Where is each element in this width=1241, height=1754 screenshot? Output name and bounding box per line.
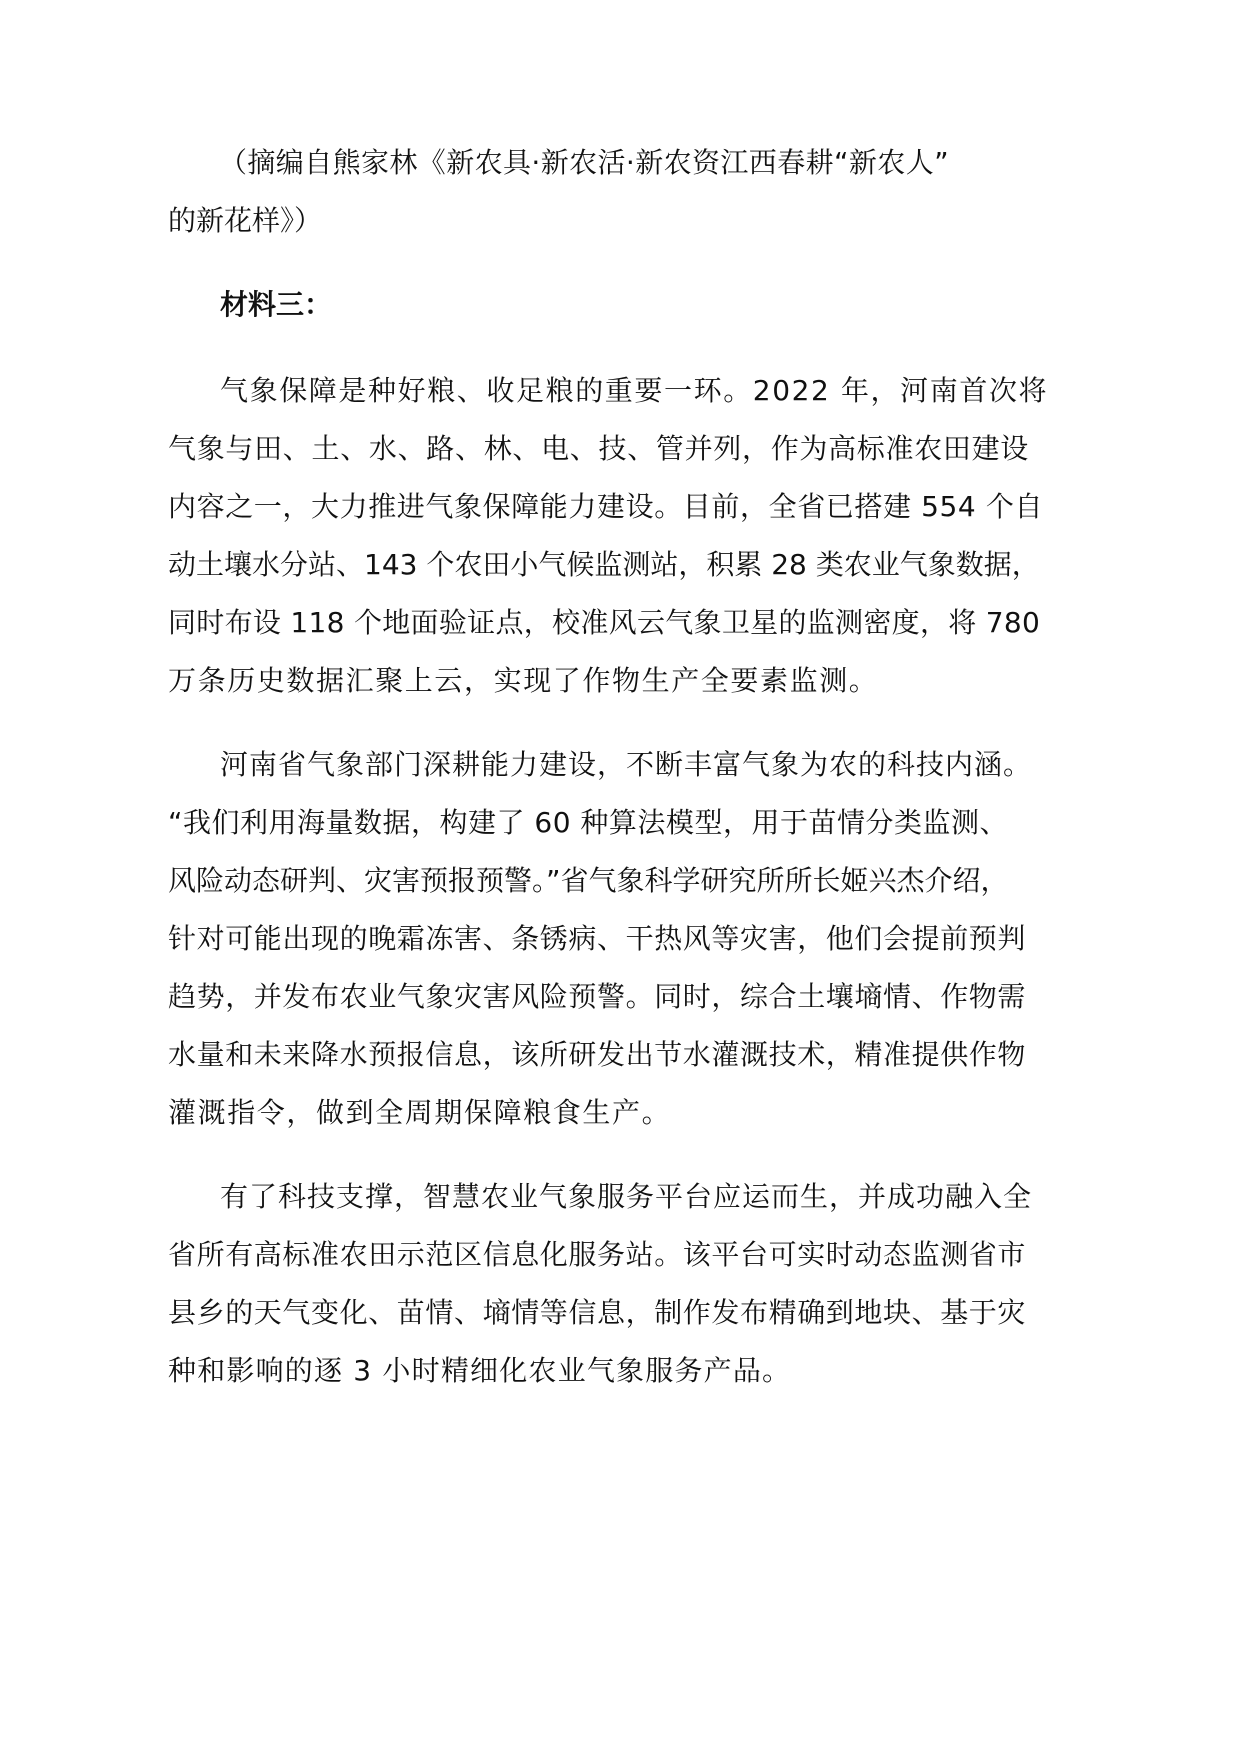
paragraph-line: 县乡的天气变化、苗情、墒情等信息，制作发布精确到地块、基于灾 <box>168 1296 1027 1329</box>
paragraph-line: 气象与田、土、水、路、林、电、技、管并列，作为高标准农田建设 <box>168 432 1030 465</box>
citation-line: 的新花样》） <box>168 204 323 237</box>
paragraph-line: 针对可能出现的晚霜冻害、条锈病、干热风等灾害，他们会提前预判 <box>168 922 1027 955</box>
paragraph-line: 万条历史数据汇聚上云，实现了作物生产全要素监测。 <box>168 664 879 697</box>
section-heading: 材料三： <box>220 288 333 321</box>
paragraph-line: 同时布设 118 个地面验证点，校准风云气象卫星的监测密度，将 780 <box>168 606 1041 639</box>
paragraph-line: “我们利用海量数据，构建了 60 种算法模型，用于苗情分类监测、 <box>168 806 1008 839</box>
paragraph-line: 气象保障是种好粮、收足粮的重要一环。2022 年，河南首次将 <box>220 374 1049 407</box>
paragraph-line: 动土壤水分站、143 个农田小气候监测站，积累 28 类农业气象数据， <box>168 548 1040 581</box>
paragraph-line: 种和影响的逐 3 小时精细化农业气象服务产品。 <box>168 1354 792 1387</box>
citation-line: （摘编自熊家林《新农具·新农活·新农资江西春耕“新农人” <box>219 146 950 179</box>
paragraph-line: 趋势，并发布农业气象灾害风险预警。同时，综合土壤墒情、作物需 <box>168 980 1027 1013</box>
paragraph-line: 风险动态研判、灾害预报预警。”省气象科学研究所所长姬兴杰介绍， <box>168 864 1009 897</box>
paragraph-line: 有了科技支撑，智慧农业气象服务平台应运而生，并成功融入全 <box>220 1180 1033 1213</box>
paragraph-line: 灌溉指令，做到全周期保障粮食生产。 <box>168 1096 672 1129</box>
paragraph-line: 河南省气象部门深耕能力建设，不断丰富气象为农的科技内涵。 <box>220 748 1033 781</box>
paragraph-line: 省所有高标准农田示范区信息化服务站。该平台可实时动态监测省市 <box>168 1238 1027 1271</box>
paragraph-line: 水量和未来降水预报信息，该所研发出节水灌溉技术，精准提供作物 <box>168 1038 1027 1071</box>
paragraph-line: 内容之一，大力推进气象保障能力建设。目前，全省已搭建 554 个自 <box>168 490 1044 523</box>
